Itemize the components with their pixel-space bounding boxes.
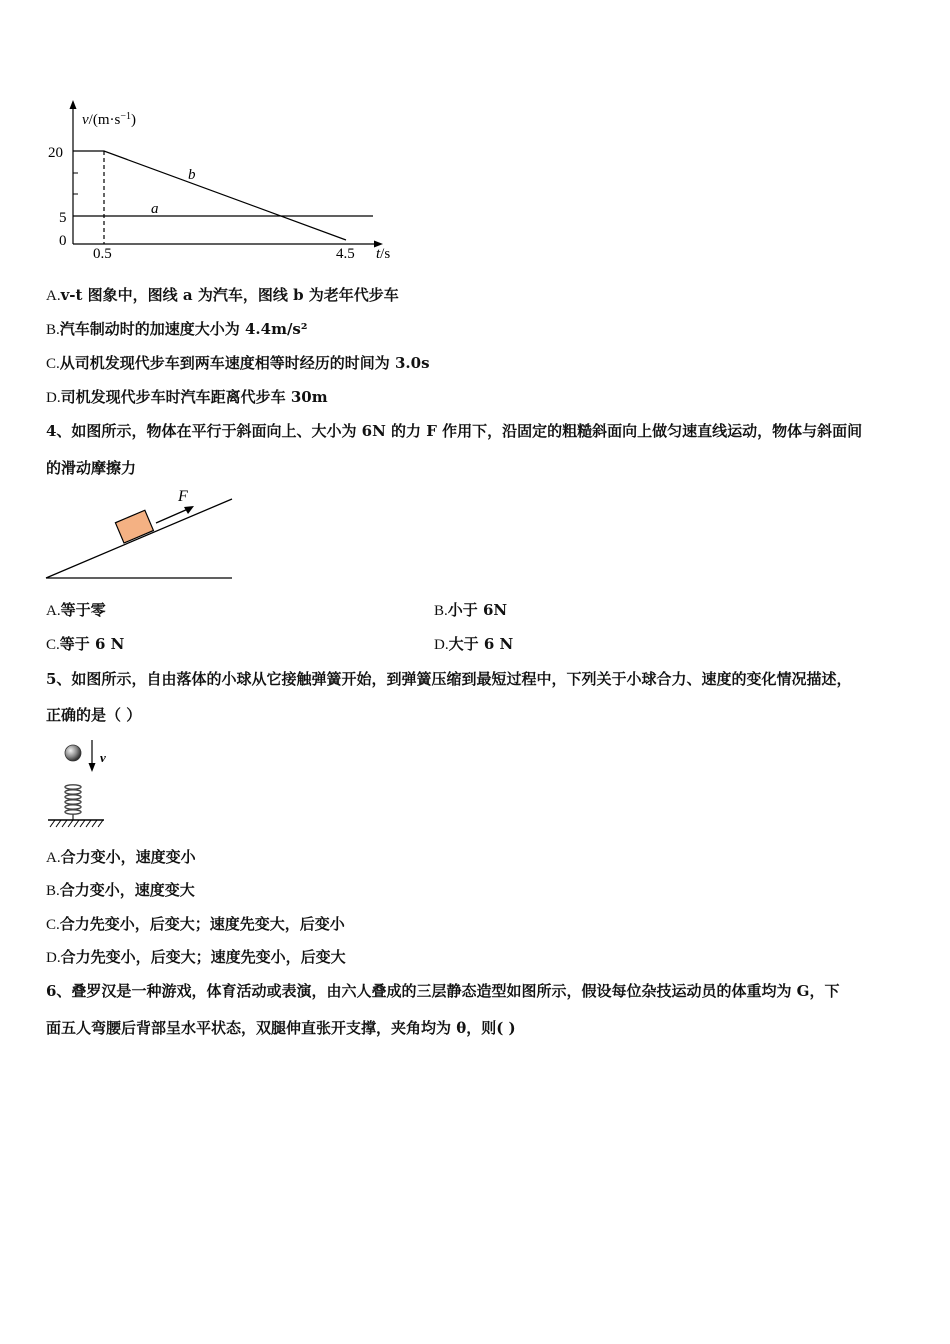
q4-option-d[interactable]: D.大于 6 N — [434, 635, 514, 653]
line-b — [73, 151, 346, 240]
q4-option-b[interactable]: B.小于 6N — [434, 601, 508, 619]
y-tick-20: 20 — [48, 145, 63, 161]
q3-option-d[interactable]: D.司机发现代步车时汽车距离代步车 30m — [46, 388, 328, 406]
velocity-arrowhead — [89, 763, 96, 772]
q5-option-a[interactable]: A.合力变小，速度变小 — [46, 848, 196, 866]
y-tick-0: 0 — [59, 233, 67, 249]
incline-figure — [44, 486, 244, 581]
velocity-label: v — [100, 750, 106, 765]
q4-option-a[interactable]: A.等于零 — [46, 601, 106, 619]
y-axis-arrow — [70, 100, 77, 109]
vt-graph — [40, 96, 400, 266]
spring-figure — [46, 738, 116, 830]
force-label: F — [178, 488, 188, 505]
q3-option-b[interactable]: B.汽车制动时的加速度大小为 4.4m/s² — [46, 320, 308, 338]
line-b-label: b — [188, 167, 196, 183]
q3-option-a[interactable]: A.v-t 图象中，图线 a 为汽车，图线 b 为老年代步车 — [46, 286, 399, 304]
ball — [65, 745, 81, 761]
q5-option-d[interactable]: D.合力先变小，后变大；速度先变小，后变大 — [46, 948, 346, 966]
q5-option-c[interactable]: C.合力先变小，后变大；速度先变大，后变小 — [46, 915, 345, 933]
q5-stem-line1: 5、如图所示，自由落体的小球从它接触弹簧开始，到弹簧压缩到最短过程中，下列关于小球合力、速度的变化情况描述， — [46, 670, 852, 688]
q4-option-c[interactable]: C.等于 6 N — [46, 635, 125, 653]
x-tick-4.5: 4.5 — [336, 246, 355, 262]
force-arrow — [156, 509, 188, 523]
spring — [65, 785, 81, 820]
q6-stem-line1: 6、叠罗汉是一种游戏，体育活动或表演，由六人叠成的三层静态造型如图所示，假设每位杂技运动员的体重均为 G，下 — [46, 982, 840, 1000]
q6-stem-line2: 面五人弯腰后背部呈水平状态，双腿伸直张开支撑，夹角均为 θ，则( ) — [46, 1019, 516, 1037]
q5-stem-line2: 正确的是（ ） — [46, 706, 142, 724]
q4-stem-line1: 4、如图所示，物体在平行于斜面向上、大小为 6N 的力 F 作用下，沿固定的粗糙斜面向上做匀速直线运动，物体与斜面间 — [46, 422, 863, 440]
y-axis-label: $v/(m\cdot s^{-1})$ — [82, 110, 136, 128]
block — [115, 510, 153, 543]
x-axis-label: t/s — [376, 246, 391, 262]
q3-option-c[interactable]: C.从司机发现代步车到两车速度相等时经历的时间为 3.0s — [46, 354, 430, 372]
x-tick-0.5: 0.5 — [93, 246, 112, 262]
incline-slope — [46, 499, 232, 578]
q4-stem-line2: 的滑动摩擦力 — [46, 459, 137, 477]
y-tick-5: 5 — [59, 210, 67, 226]
line-a-label: a — [151, 201, 159, 217]
q5-option-b[interactable]: B.合力变小，速度变大 — [46, 881, 195, 899]
